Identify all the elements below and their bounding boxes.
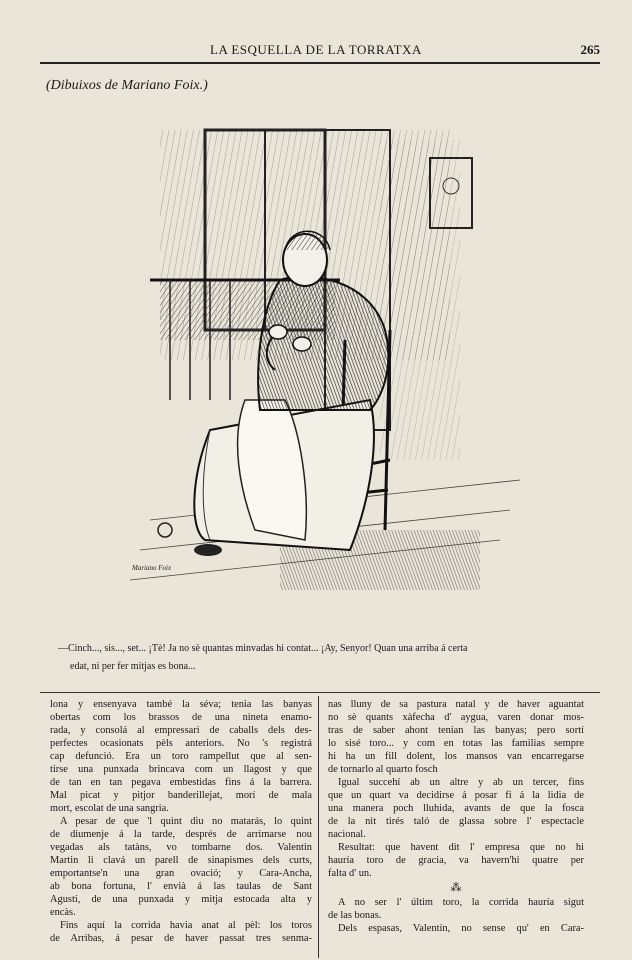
text-line: obertas com los brassos de una nineta enamo-	[50, 712, 312, 723]
caption-line-2: edat, ni per fer mitjas es bona...	[70, 661, 196, 672]
text-line: tras de saber ahont tenían las banyas; pero sortí	[328, 725, 584, 736]
text-line: de diumenje á la tarde, després de arrimarse nou	[50, 829, 312, 840]
text-line: falta d' un.	[328, 868, 372, 879]
section-divider	[40, 692, 600, 693]
text-line: hi ha un fill dolent, los mansos van encarregarse	[328, 751, 584, 762]
masthead	[40, 42, 600, 64]
publication-title: LA ESQUELLA DE LA TORRATXA	[210, 42, 422, 57]
text-line: Resultat: que havent dit l' empresa que no hi	[338, 842, 584, 853]
text-line: A no ser l' últim toro, la corrida hauría sigut	[338, 897, 584, 908]
artist-signature: Mariano Foix	[132, 564, 172, 572]
illustration-caption	[58, 640, 578, 676]
column-divider	[318, 696, 319, 958]
text-line: hauría toro de gracia, va havern'hi quatre per	[328, 855, 584, 866]
left-column	[50, 698, 312, 945]
text-line: una manera poch lluhida, avants de que la fosca	[328, 803, 584, 814]
text-line: de la nit tirés taló de glassa sobre l' espectacle	[328, 816, 584, 827]
asterism-divider: ⁂	[450, 882, 462, 894]
text-line: vegadas als tatàns, vo tombarne dos. Valentin	[50, 842, 312, 853]
text-line: mort, escolat de una sangria.	[50, 803, 169, 814]
illustration-credit: (Dibuixos de Mariano Foix.)	[46, 78, 208, 93]
text-line: que un quart va decidirse á posar fi á la lidia de	[328, 790, 584, 801]
text-line: encàs.	[50, 907, 76, 918]
text-line: nas lluny de sa pastura natal y de haver aguantat	[328, 699, 584, 710]
text-line: Igual succehí ab un altre y ab un tercer, fins	[338, 777, 584, 788]
text-line: de tornarlo al quarto fosch	[328, 764, 438, 775]
right-column	[328, 698, 584, 935]
text-line: Agustí, de una punxada y mitja estocada alta y	[50, 894, 312, 905]
text-line: ab bona fortuna, l' envià á las taulas de Sant	[50, 881, 312, 892]
text-line: lona y ensenyava també la séva; tenia las banyas	[50, 699, 312, 710]
text-line: perfectes ocasionats pèls anteriors. No 's registrá	[50, 738, 312, 749]
text-line: rada, y consolá al empressari de caballs dels des-	[50, 725, 312, 736]
text-line: nacional.	[328, 829, 366, 840]
page-number: 265	[580, 42, 600, 57]
text-line: A pesar de que 'l quint diu no matarás, lo quint	[60, 816, 312, 827]
text-line: de tan en tan pegava embestidas fins á la barrera.	[50, 777, 312, 788]
text-line: cap defunció. Era un toro rampellut que al sen-	[50, 751, 312, 762]
text-line: Mal picat y pitjor banderillejat, morí de mala	[50, 790, 312, 801]
text-line: no sè quants xàfecha d' ayguа, varen donar mos-	[328, 712, 584, 723]
text-line: emportantse'n una gran ovació; y Cara-Ancha,	[50, 868, 312, 879]
text-line: de las bonas.	[328, 910, 382, 921]
text-line: tirse una punxada brincava com un llagost y que	[50, 764, 312, 775]
engraving-woman-knitting-icon	[40, 100, 600, 630]
text-line: Martin li clavá un parell de sinapismes dels curts,	[50, 855, 312, 866]
text-line: Fins aquí la corrida havia anat al pèl: los toros	[60, 920, 312, 931]
text-line: lo sisé toro... y com en totas las familias sempre	[328, 738, 584, 749]
caption-line-1: —Cinch..., sis..., set... ¡Tè! Ja no sè quantas minvadas hi contat... ¡Ay, Senyor! Quan una arriba á certa	[58, 643, 468, 654]
text-line: de Arribas, á pesar de haver passat tres senma-	[50, 933, 312, 944]
text-line: Dels espasas, Valentín, no sense qu' en Cara-	[338, 923, 584, 934]
